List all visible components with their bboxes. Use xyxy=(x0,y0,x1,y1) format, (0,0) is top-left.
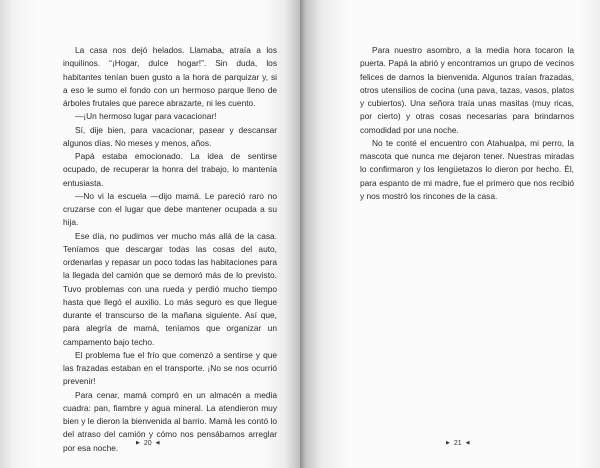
paragraph: Sí, dije bien, para vacacionar, pasear y descansar algunos días. No meses y menos, años. xyxy=(63,124,277,148)
folio-marker-icon: ◀ xyxy=(155,440,160,446)
paragraph: No te conté el encuentro con Atahualpa, mi perro, la mascota que nunca me dejaron tener. Nuestras miradas lo confirmaron y los lengüetazos lo dieron por hecho. Él, para espanto de mi madre, fue el primero que nos recibió y nos mostró los rincones de la casa. xyxy=(360,137,574,201)
left-page-body xyxy=(63,44,277,455)
page-number: 20 xyxy=(143,440,152,447)
page-number: 21 xyxy=(453,440,462,447)
paragraph: Para cenar, mamá compró en un almacén a media cuadra: pan, fiambre y agua mineral. La atendieron muy bien y le dieron la bienvenida al barrio. Mamá les contó lo del atraso del camión y cómo nos pensábamos arreglar por esa noche. xyxy=(63,389,277,453)
paragraph: El problema fue el frío que comenzó a sentirse y que las frazadas estaban en el transporte. ¡No se nos ocurrió prevenir! xyxy=(63,349,277,387)
paragraph: Para nuestro asombro, a la media hora tocaron la puerta. Papá la abrió y encontramos un grupo de vecinos felices de darnos la bienvenida. Algunos traían frazadas, otros utensilios de cocina (una pava, tazas, vasos, platos y cubiertos). Una señora traía unas masitas (muy ricas, por cierto) y otras cosas necesarias para brindarnos comodidad por una noche. xyxy=(360,45,574,135)
page-number-right xyxy=(446,439,470,448)
folio-marker-icon: ◀ xyxy=(465,440,470,446)
right-page-body xyxy=(360,44,574,203)
page-number-left xyxy=(136,439,160,448)
paragraph: —¡Un hermoso lugar para vacacionar! xyxy=(75,111,217,122)
paragraph: Papá estaba emocionado. La idea de sentirse ocupado, de recuperar la honra del trabajo, lo mantenía entusiasta. xyxy=(63,151,277,188)
paragraph: La casa nos dejó helados. Llamaba, atraía a los inquilinos. “¡Hogar, dulce hogar!”. Sin duda, los habitantes tenían buen gusto a la hora de parquizar y, si a eso le sumo el fondo con un hermoso parque lleno de árboles frutales que parece abrazarte, ni les cuento. xyxy=(63,45,277,108)
paragraph: —No vi la escuela —dijo mamá. Le pareció raro no cruzarse con el lugar que debe mantener ocupada a su hija. xyxy=(63,190,277,228)
paragraph: Ese día, no pudimos ver mucho más allá de la casa. Teníamos que descargar todas las cosas del auto, ordenarlas y repasar un poco todas las habitaciones para la llegada del camión que se demoró más de lo previsto. Tuvo problemas con una rueda y perdió mucho tiempo hasta que llegó el auxilio. Lo más seguro es que llegue durante el transcurso de la mañana siguiente. Así que, para alegría de mamá, teníamos que organizar un campamento bajo techo. xyxy=(63,230,277,347)
folio-marker-icon: ▶ xyxy=(446,440,450,446)
right-page xyxy=(300,0,600,468)
folio-marker-icon: ▶ xyxy=(136,440,140,446)
